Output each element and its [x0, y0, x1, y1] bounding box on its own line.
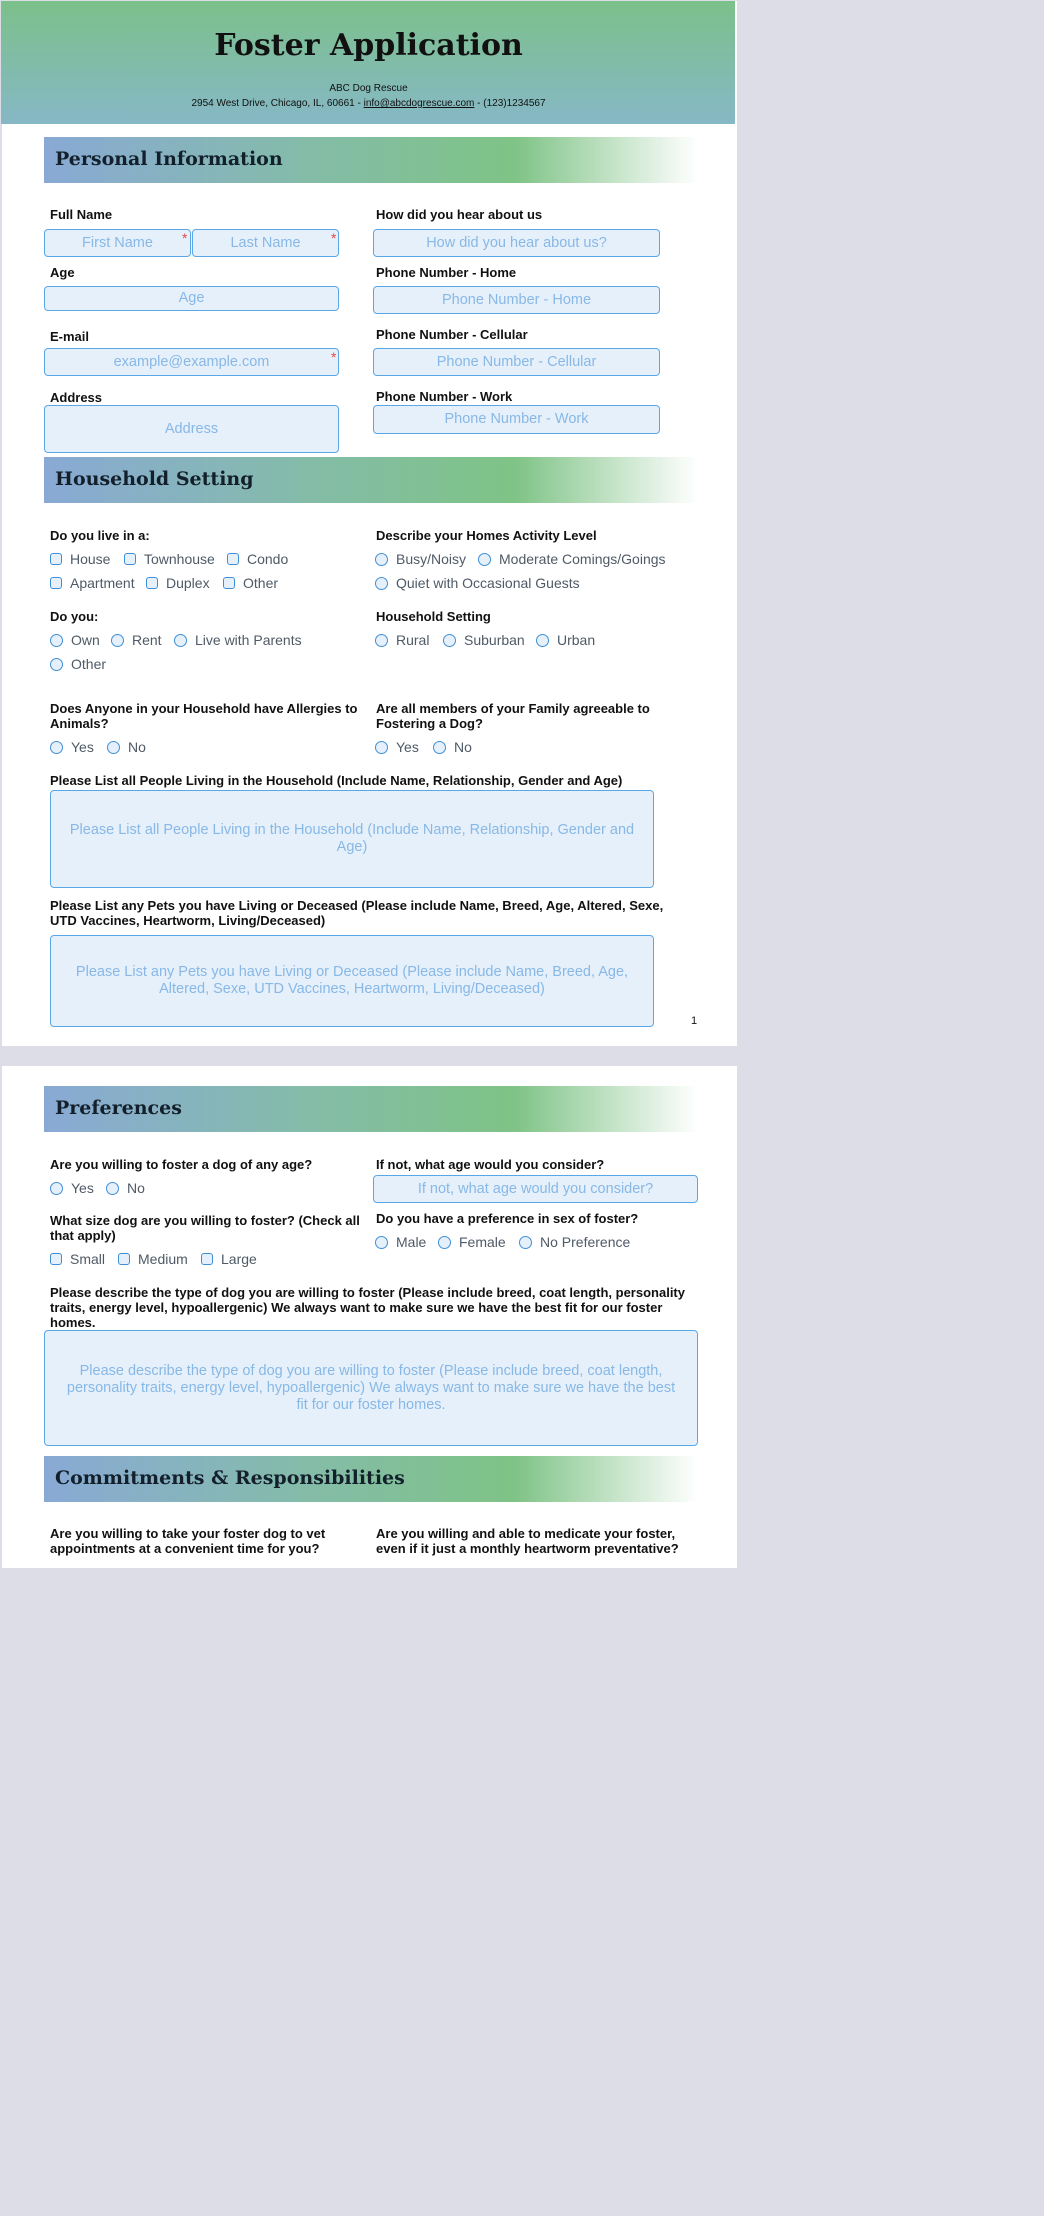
do-you-live-with-parents-radio[interactable]: Live with Parents [174, 632, 302, 648]
form-title: Foster Application [214, 28, 523, 63]
radio-icon [106, 1182, 119, 1195]
setting-urban-radio[interactable]: Urban [536, 632, 595, 648]
checkbox-icon [146, 577, 158, 589]
allergies-yes-radio[interactable]: Yes [50, 739, 94, 755]
section-commitments [44, 1456, 698, 1502]
radio-icon [174, 634, 187, 647]
radio-icon [111, 634, 124, 647]
checkbox-icon [124, 553, 136, 565]
live-in-other-checkbox[interactable]: Other [223, 575, 278, 591]
section-title: Personal Information [55, 148, 283, 170]
live-in-duplex-checkbox[interactable]: Duplex [146, 575, 210, 591]
radio-icon [443, 634, 456, 647]
agreeable-no-radio[interactable]: No [433, 739, 472, 755]
radio-icon [519, 1236, 532, 1249]
radio-icon [375, 553, 388, 566]
radio-icon [375, 634, 388, 647]
hear-about-label: How did you hear about us [376, 207, 543, 222]
phone-cell-input[interactable]: Phone Number - Cellular [373, 348, 660, 376]
setting-rural-radio[interactable]: Rural [375, 632, 429, 648]
live-in-condo-checkbox[interactable]: Condo [227, 551, 288, 567]
sex-preference-label: Do you have a preference in sex of foster? [376, 1211, 639, 1226]
dog-type-textarea[interactable]: Please describe the type of dog you are willing to foster (Please include breed, coat length, personality traits, energy level, hypoallergenic) We always want to make sure we have the best fit for our foster homes. [44, 1330, 698, 1446]
radio-icon [478, 553, 491, 566]
phone-work-label: Phone Number - Work [376, 389, 513, 404]
radio-icon [438, 1236, 451, 1249]
last-name-input[interactable]: Last Name [192, 229, 339, 257]
people-list-label: Please List all People Living in the Household (Include Name, Relationship, Gender and Age) [50, 773, 623, 788]
org-contact [0, 98, 737, 109]
size-medium-checkbox[interactable]: Medium [118, 1251, 188, 1267]
checkbox-icon [50, 1253, 62, 1265]
phone-home-input[interactable]: Phone Number - Home [373, 286, 660, 314]
radio-icon [50, 1182, 63, 1195]
age-input[interactable]: Age [44, 286, 339, 311]
radio-icon [375, 577, 388, 590]
section-title: Household Setting [55, 468, 254, 490]
phone-cell-label: Phone Number - Cellular [376, 327, 528, 342]
sex-male-radio[interactable]: Male [375, 1234, 426, 1250]
radio-icon [107, 741, 120, 754]
do-you-own-radio[interactable]: Own [50, 632, 100, 648]
any-age-no-radio[interactable]: No [106, 1180, 145, 1196]
activity-busy-radio[interactable]: Busy/Noisy [375, 551, 466, 567]
agreeable-label: Are all members of your Family agreeable to Fostering a Dog? [376, 701, 650, 731]
radio-icon [536, 634, 549, 647]
size-label: What size dog are you willing to foster? (Check all that apply) [50, 1213, 360, 1243]
do-you-rent-radio[interactable]: Rent [111, 632, 162, 648]
required-asterisk: * [331, 349, 337, 365]
size-large-checkbox[interactable]: Large [201, 1251, 257, 1267]
radio-icon [50, 741, 63, 754]
org-phone: - (123)1234567 [474, 98, 546, 109]
do-you-label: Do you: [50, 609, 99, 624]
email-input[interactable]: example@example.com [44, 348, 339, 376]
allergies-no-radio[interactable]: No [107, 739, 146, 755]
required-asterisk: * [182, 230, 188, 246]
activity-level-label: Describe your Homes Activity Level [376, 528, 597, 543]
activity-moderate-radio[interactable]: Moderate Comings/Goings [478, 551, 666, 567]
allergies-label: Does Anyone in your Household have Allergies to Animals? [50, 701, 358, 731]
page-number: 1 [691, 1015, 698, 1027]
setting-suburban-radio[interactable]: Suburban [443, 632, 525, 648]
first-name-input[interactable]: First Name [44, 229, 191, 257]
org-name: ABC Dog Rescue [329, 83, 408, 94]
dog-type-label: Please describe the type of dog you are willing to foster (Please include breed, coat length, personality traits, energy level, hypoallergenic) We always want to make sure we have the best fit for our foster homes. [50, 1285, 685, 1330]
vet-appointments-label: Are you willing to take your foster dog to vet appointments at a convenient time for you? [50, 1526, 326, 1556]
age-label: Age [50, 265, 75, 280]
checkbox-icon [227, 553, 239, 565]
live-in-house-checkbox[interactable]: House [50, 551, 110, 567]
radio-icon [433, 741, 446, 754]
section-title: Commitments & Responsibilities [55, 1467, 405, 1489]
checkbox-icon [50, 577, 62, 589]
phone-work-input[interactable]: Phone Number - Work [373, 405, 660, 434]
checkbox-icon [201, 1253, 213, 1265]
full-name-label: Full Name [50, 207, 113, 222]
any-age-yes-radio[interactable]: Yes [50, 1180, 94, 1196]
live-in-apartment-checkbox[interactable]: Apartment [50, 575, 135, 591]
checkbox-icon [50, 553, 62, 565]
do-you-other-radio[interactable]: Other [50, 656, 106, 672]
org-address: 2954 West Drive, Chicago, IL, 60661 - [191, 98, 364, 109]
household-setting-label: Household Setting [376, 609, 491, 624]
section-household-setting [44, 457, 698, 503]
any-age-label: Are you willing to foster a dog of any age? [50, 1157, 313, 1172]
section-title: Preferences [55, 1097, 182, 1119]
address-label: Address [50, 390, 103, 405]
if-not-age-input[interactable]: If not, what age would you consider? [373, 1175, 698, 1203]
sex-female-radio[interactable]: Female [438, 1234, 506, 1250]
radio-icon [50, 634, 63, 647]
section-personal-information [44, 137, 698, 183]
activity-quiet-radio[interactable]: Quiet with Occasional Guests [375, 575, 580, 591]
if-not-age-label: If not, what age would you consider? [376, 1157, 605, 1172]
pets-list-label: Please List any Pets you have Living or Deceased (Please include Name, Breed, Age, Altered, Sexe, UTD Vaccines, Heartworm, Living/Deceased) [50, 898, 664, 928]
agreeable-yes-radio[interactable]: Yes [375, 739, 419, 755]
hear-about-input[interactable]: How did you hear about us? [373, 229, 660, 257]
section-preferences [44, 1086, 698, 1132]
sex-no-preference-radio[interactable]: No Preference [519, 1234, 630, 1250]
medicate-label: Are you willing and able to medicate your foster, even if it just a monthly heartworm preventative? [376, 1526, 679, 1556]
checkbox-icon [223, 577, 235, 589]
radio-icon [375, 741, 388, 754]
pets-list-textarea[interactable]: Please List any Pets you have Living or Deceased (Please include Name, Breed, Age, Altered, Sexe, UTD Vaccines, Heartworm, Living/Deceased) [50, 935, 654, 1027]
phone-home-label: Phone Number - Home [376, 265, 517, 280]
radio-icon [50, 658, 63, 671]
checkbox-icon [118, 1253, 130, 1265]
address-input[interactable]: Address [44, 405, 339, 453]
org-email-link[interactable]: info@abcdogrescue.com [363, 98, 475, 109]
required-asterisk: * [331, 230, 337, 246]
size-small-checkbox[interactable]: Small [50, 1251, 105, 1267]
email-label: E-mail [50, 329, 90, 344]
live-in-townhouse-checkbox[interactable]: Townhouse [124, 551, 215, 567]
radio-icon [375, 1236, 388, 1249]
people-list-textarea[interactable]: Please List all People Living in the Household (Include Name, Relationship, Gender and Age) [50, 790, 654, 888]
live-in-label: Do you live in a: [50, 528, 150, 543]
